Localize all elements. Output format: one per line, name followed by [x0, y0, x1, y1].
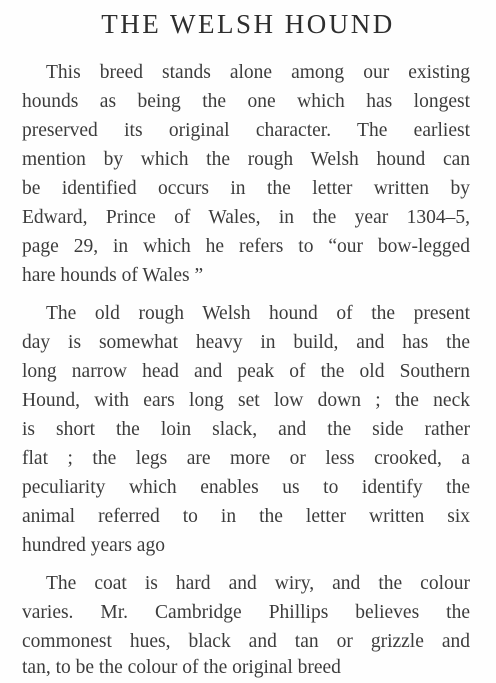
paragraph-1-line-5: be identified occurs in the letter written by — [22, 178, 470, 199]
paragraph-3-line-2: varies. Mr. Cambridge Phillips believes the — [22, 602, 470, 623]
paragraph-1-line-2: hounds as being the one which has longest — [22, 91, 470, 112]
paragraph-2-line-3: long narrow head and peak of the old Southern — [22, 361, 470, 382]
paragraph-2-line-1: The old rough Welsh hound of the present — [46, 303, 470, 324]
paragraph-1-line-4: mention by which the rough Welsh hound can — [22, 149, 470, 170]
paragraph-1-line-1: This breed stands alone among our existing — [46, 62, 470, 83]
paragraph-1-line-7: page 29, in which he refers to “our bow-legged — [22, 236, 470, 257]
paragraph-2-line-9: hundred years ago — [22, 535, 165, 556]
paragraph-2-line-4: Hound, with ears long set low down ; the neck — [22, 390, 470, 411]
paragraph-1-line-6: Edward, Prince of Wales, in the year 1304–5, — [22, 207, 470, 228]
paragraph-3-line-3: commonest hues, black and tan or grizzle and — [22, 631, 470, 652]
paragraph-1-line-3: preserved its original character. The earliest — [22, 120, 470, 141]
paragraph-2-line-7: peculiarity which enables us to identify the — [22, 477, 470, 498]
page-title: THE WELSH HOUND — [101, 9, 395, 39]
paragraph-2-line-5: is short the loin slack, and the side rather — [22, 419, 470, 440]
paragraph-2-line-2: day is somewhat heavy in build, and has the — [22, 332, 470, 353]
paragraph-3-line-1: The coat is hard and wiry, and the colour — [46, 573, 470, 594]
paragraph-3-line-4: tan, to be the colour of the original breed — [22, 657, 341, 678]
paragraph-2-line-8: animal referred to in the letter written six — [22, 506, 470, 527]
paragraph-2-line-6: flat ; the legs are more or less crooked, a — [22, 448, 470, 469]
paragraph-1-line-8: hare hounds of Wales ” — [22, 265, 204, 286]
